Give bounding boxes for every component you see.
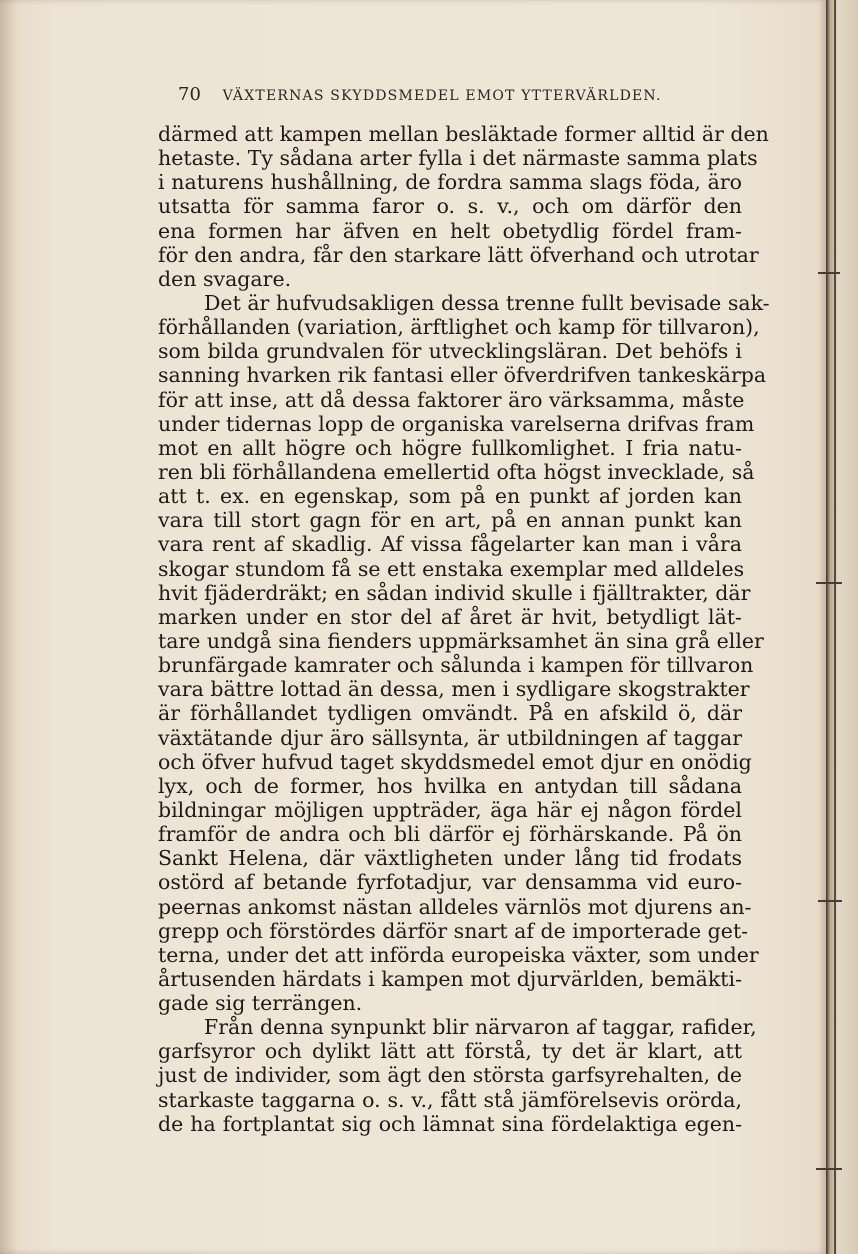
edge-mark <box>816 582 842 584</box>
edge-mark <box>818 272 840 274</box>
text-line: årtusenden härdats i kampen mot djurvärlden, bemäkti- <box>158 966 742 991</box>
text-line: Det är hufvudsakligen dessa trenne fullt bevisade sak- <box>204 290 770 315</box>
text-line: brunfärgade kamrater och sålunda i kampen för tillvaron <box>158 653 754 678</box>
body-text <box>158 122 770 1136</box>
text-line: för den andra, får den starkare lätt öfverhand och utrotar <box>158 242 759 267</box>
running-header <box>178 84 758 105</box>
edge-mark <box>816 1168 842 1170</box>
text-line: för att inse, att då dessa faktorer äro värksamma, måste <box>158 387 745 412</box>
edge-mark <box>818 900 842 902</box>
text-line: skogar stundom få se ett enstaka exemplar med alldeles <box>158 556 745 581</box>
text-line: i naturens hushållning, de fordra samma slags föda, äro <box>158 170 742 195</box>
text-line: växtätande djur äro sällsynta, är utbildningen af taggar <box>158 725 742 750</box>
page-number: 70 <box>178 84 201 105</box>
text-line: gade sig terrängen. <box>158 991 363 1016</box>
text-line: den svagare. <box>158 266 292 291</box>
text-line: och öfver hufvud taget skyddsmedel emot djur en onödig <box>158 749 752 774</box>
text-line: är förhållandet tydligen omvändt. På en afskild ö, där <box>158 701 742 726</box>
text-line: vara till stort gagn för en art, på en annan punkt kan <box>158 508 742 533</box>
text-line: därmed att kampen mellan besläktade former alltid är den <box>158 122 769 146</box>
text-line: hetaste. Ty sådana arter fylla i det närmaste samma plats <box>158 146 758 171</box>
text-line: peernas ankomst nästan alldeles värnlös mot djurens an- <box>158 894 752 919</box>
text-line: under tidernas lopp de organiska varelserna drifvas fram <box>158 411 755 436</box>
page-edge-strip <box>826 0 858 1254</box>
text-line: grepp och förstördes därför snart af de importerade get- <box>158 918 749 943</box>
text-line: terna, under det att införda europeiska växter, som under <box>158 942 759 967</box>
text-line: vara bättre lottad än dessa, men i sydligare skogstrakter <box>158 677 750 702</box>
text-line: vara rent af skadlig. Af vissa fågelarter kan man i våra <box>158 532 742 557</box>
text-line: mot en allt högre och högre fullkomlighet. I fria natu- <box>158 435 742 460</box>
text-line: hvit fjäderdräkt; en sådan individ skulle i fjälltrakter, där <box>158 580 751 605</box>
text-line: som bilda grundvalen för utvecklingsläran. Det behöfs i <box>158 339 742 364</box>
text-line: garfsyror och dylikt lätt att förstå, ty det är klart, att <box>158 1039 742 1064</box>
text-line: lyx, och de former, hos hvilka en antydan till sådana <box>158 773 742 798</box>
text-line: framför de andra och bli därför ej förhärskande. På ön <box>158 822 742 847</box>
text-line: förhållanden (variation, ärftlighet och kamp för tillvaron), <box>158 315 760 340</box>
text-line: utsatta för samma faror o. s. v., och om därför den <box>158 194 742 219</box>
text-line: att t. ex. en egenskap, som på en punkt af jorden kan <box>158 484 742 509</box>
text-line: sanning hvarken rik fantasi eller öfverdrifven tankeskärpa <box>158 363 767 388</box>
text-line: Från denna synpunkt blir närvaron af taggar, rafider, <box>204 1015 757 1040</box>
text-line: ostörd af betande fyrfotadjur, var densamma vid euro- <box>158 870 742 895</box>
text-line: marken under en stor del af året är hvit, betydligt lät- <box>158 604 742 629</box>
text-line: starkaste taggarna o. s. v., fått stå jämförelsevis orörda, <box>158 1087 742 1112</box>
text-line: ren bli förhållandena emellertid ofta högst invecklade, så <box>158 459 755 484</box>
text-line: just de individer, som ägt den största garfsyrehalten, de <box>158 1063 742 1088</box>
text-line: bildningar möjligen uppträder, äga här ej någon fördel <box>158 797 742 822</box>
text-line: de ha fortplantat sig och lämnat sina fördelaktiga egen- <box>158 1111 742 1136</box>
text-line: Sankt Helena, där växtligheten under lång tid frodats <box>158 846 742 871</box>
text-line: tare undgå sina fienders uppmärksamhet än sina grå eller <box>158 628 764 653</box>
binding-line <box>834 0 836 1254</box>
running-title: VÄXTERNAS SKYDDSMEDEL EMOT YTTERVÄRLDEN. <box>222 88 662 104</box>
text-line: ena formen har äfven en helt obetydlig fördel fram- <box>158 218 742 243</box>
